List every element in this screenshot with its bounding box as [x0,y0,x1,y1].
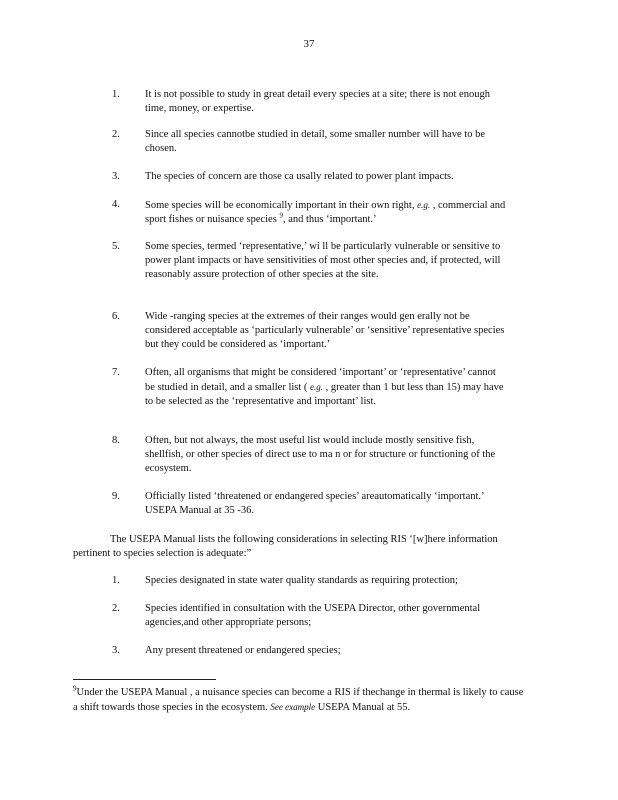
list-item-number: 3. [112,645,120,656]
footnote-divider [73,679,216,680]
list-item-number: 2. [112,129,120,140]
list-item-text: It is not possible to study in great detail every species at a site; there is not enough time, money, or expertise. [145,89,490,114]
list-item-text: Species identified in consultation with the USEPA Director, other governmental agencies,and other appropriate persons; [145,603,481,628]
list-item-number: 3. [112,171,120,182]
list-item-number: 9. [112,491,120,502]
footnote-text: Under the USEPA Manual , a nuisance species can become a RIS if thechange in thermal is likely to cause a shift towards those species in the ecosystem. [73,687,524,713]
list-item-text [145,198,507,227]
body-paragraph: The USEPA Manual lists the following considerations in selecting RIS ‘[w]here information pertinent to species selection is adequate:” [73,534,498,559]
list-item-text: Often, but not always, the most useful list would include mostly sensitive fish, shellfish, or other species of direct use to ma n or for structure or functioning of the ecosystem. [145,435,496,474]
footnote-reference[interactable]: 9 [279,211,283,220]
list-item-text: Officially listed ‘threatened or endangered species’ areautomatically ‘important.’ USEPA Manual at 35 -36. [145,491,484,516]
list-item-text: Since all species cannotbe studied in detail, some smaller number will have to be chosen. [145,129,485,154]
footnote-italic: See example [270,702,316,712]
list-item-text: Wide -ranging species at the extremes of their ranges would gen erally not be considered acceptable as ‘particularly vulnerable’ or ‘sensitive’ representative species but they could be considered as ‘important.’ [145,311,505,350]
list-item-text-part: Some species will be economically important in their own right, [145,200,418,211]
italic-abbreviation: e.g. [417,200,431,210]
list-item-text: Species designated in state water quality standards as requiring protection; [145,575,458,586]
italic-abbreviation: e.g. [310,382,324,392]
list-item-number: 1. [112,89,120,100]
list-item-number: 6. [112,311,120,322]
list-item-number: 7. [112,367,120,378]
list-item-number: 1. [112,575,120,586]
list-item-text-part: , commercial and sport fishes or nuisance species [145,200,506,225]
footnote-marker: 9 [73,684,77,693]
list-item-text: Any present threatened or endangered species; [145,645,341,656]
footnote [73,686,525,715]
list-item-number: 4. [112,199,120,210]
list-item-text [145,366,507,409]
list-item-text: The species of concern are those ca usally related to power plant impacts. [145,171,454,182]
footnote-text: USEPA Manual at 55. [315,702,411,713]
list-item-text-part: , and thus ‘important.’ [282,214,377,225]
page-number: 37 [303,38,315,50]
list-item-text-part: , greater than 1 but less than 15) may have to be selected as the ‘representative and important’ list. [145,382,504,407]
list-item-number: 8. [112,435,120,446]
list-item-text: Some species, termed ‘representative,’ wi ll be particularly vulnerable or sensitive to power plant impacts or have sensitivities of most other species and, if protected, will reasonably assure protection of other species at the site. [145,241,501,280]
list-item-number: 2. [112,603,120,614]
list-item-text-part: Often, all organisms that might be considered ‘important’ or ‘representative’ cannot be studied in detail, and a smaller list ( [145,367,496,393]
list-item-number: 5. [112,241,120,252]
